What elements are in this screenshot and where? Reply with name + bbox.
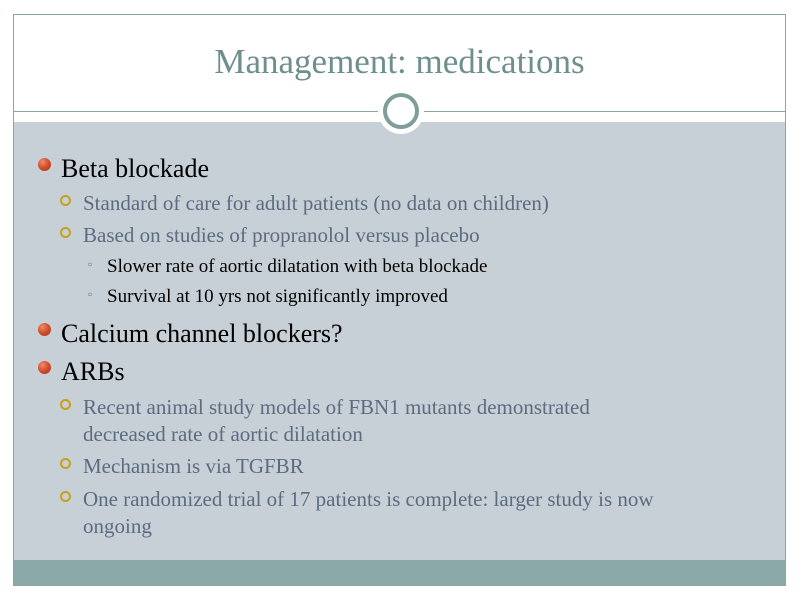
filled-orb-bullet-icon: [38, 361, 51, 374]
bullet-level2-mechanism: Mechanism is via TGFBR: [83, 454, 304, 478]
small-square-bullet-icon: ▫: [88, 287, 93, 301]
filled-orb-bullet-icon: [38, 158, 51, 171]
bullet-level2-randomized-trial-continued: ongoing: [83, 514, 152, 538]
bullet-level1-calcium-channel-blockers: Calcium channel blockers?: [61, 319, 343, 348]
hollow-circle-bullet-icon: [60, 399, 71, 410]
circle-ornament-icon: [378, 88, 424, 134]
content-area: [14, 122, 785, 560]
bullet-level2-propranolol-studies: Based on studies of propranolol versus placebo: [83, 223, 480, 247]
bullet-level1-beta-blockade: Beta blockade: [61, 154, 209, 183]
bullet-level2-randomized-trial: One randomized trial of 17 patients is complete: larger study is now: [83, 487, 654, 511]
hollow-circle-bullet-icon: [60, 458, 71, 469]
filled-orb-bullet-icon: [38, 323, 51, 336]
bullet-level1-arbs: ARBs: [61, 357, 125, 386]
hollow-circle-bullet-icon: [60, 491, 71, 502]
bullet-level2-animal-study-continued: decreased rate of aortic dilatation: [83, 422, 363, 446]
bullet-level2-animal-study: Recent animal study models of FBN1 mutants demonstrated: [83, 395, 590, 419]
ring-icon: [383, 93, 419, 129]
bullet-level2-standard-of-care: Standard of care for adult patients (no data on children): [83, 191, 549, 215]
slide: [13, 14, 786, 586]
slide-title: Management: medications: [214, 42, 585, 81]
footer-bar: [14, 560, 785, 586]
small-square-bullet-icon: ▫: [88, 257, 93, 271]
bullet-level3-slower-dilatation: Slower rate of aortic dilatation with beta blockade: [107, 256, 488, 277]
hollow-circle-bullet-icon: [60, 195, 71, 206]
bullet-level3-survival: Survival at 10 yrs not significantly improved: [107, 286, 448, 307]
hollow-circle-bullet-icon: [60, 227, 71, 238]
